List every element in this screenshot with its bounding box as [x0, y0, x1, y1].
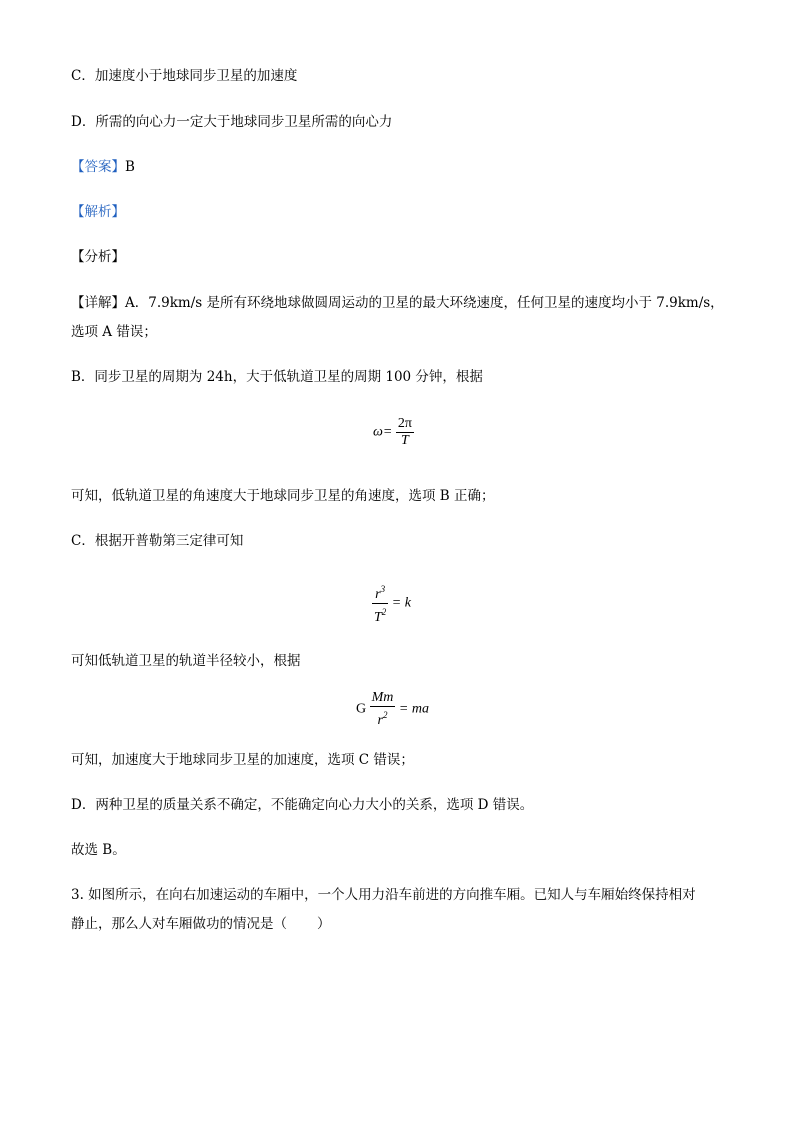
question-3-line2: 静止，那么人对车厢做功的情况是（ ） — [71, 916, 331, 932]
eq3-rhs: = ma — [398, 701, 429, 717]
detail-a-line2: 选项 A 错误； — [71, 324, 157, 340]
answer-line — [71, 157, 135, 177]
question-3-line1: 3. 如图所示，在向右加速运动的车厢中，一个人用力沿车前进的方向推车厢。已知人与车厢始终保持相对 — [71, 887, 696, 903]
detail-a-text: A．7.9km/s 是所有环绕地球做圆周运动的卫星的最大环绕速度，任何卫星的速度均小于 7.9km/s， — [125, 295, 724, 311]
eq3-g: G — [356, 701, 367, 717]
equation-omega — [373, 416, 414, 449]
eq2-num: $r^3$ — [375, 584, 386, 602]
eq3-num: Mm — [371, 690, 394, 705]
detail-d: D．两种卫星的质量关系不确定，不能确定向心力大小的关系，选项 D 错误。 — [71, 797, 534, 813]
eq2-fraction — [372, 581, 388, 626]
eq1-num: 2π — [397, 416, 412, 431]
eq2-den: $T^2$ — [372, 603, 388, 626]
conclude-c1: 可知低轨道卫星的轨道半径较小，根据 — [71, 653, 301, 669]
eq3-den: $r^2$ — [370, 706, 396, 729]
conclude-b: 可知，低轨道卫星的角速度大于地球同步卫星的角速度，选项 B 正确； — [71, 488, 495, 504]
detail-tag: 【详解】 — [71, 295, 125, 311]
eq2-rhs: = k — [391, 595, 411, 611]
fenxi-tag: 【分析】 — [71, 249, 125, 265]
eq3-fraction — [370, 690, 396, 729]
equation-gravity — [356, 690, 429, 729]
option-d: D．所需的向心力一定大于地球同步卫星所需的向心力 — [71, 114, 393, 130]
detail-b: B．同步卫星的周期为 24h，大于低轨道卫星的周期 100 分钟，根据 — [71, 369, 483, 385]
answer-value: B — [125, 159, 135, 175]
detail-c: C．根据开普勒第三定律可知 — [71, 533, 244, 549]
eq1-den: T — [396, 432, 414, 449]
option-c: C．加速度小于地球同步卫星的加速度 — [71, 68, 298, 84]
answer-tag: 【答案】 — [71, 159, 125, 175]
eq1-lhs: ω= — [373, 424, 393, 440]
analysis-tag: 【解析】 — [71, 204, 125, 220]
equation-kepler — [372, 581, 411, 626]
choose-answer: 故选 B。 — [71, 842, 126, 858]
detail-a-line1 — [71, 293, 724, 313]
eq1-fraction — [396, 416, 414, 449]
conclude-c2: 可知，加速度大于地球同步卫星的加速度，选项 C 错误； — [71, 752, 414, 768]
